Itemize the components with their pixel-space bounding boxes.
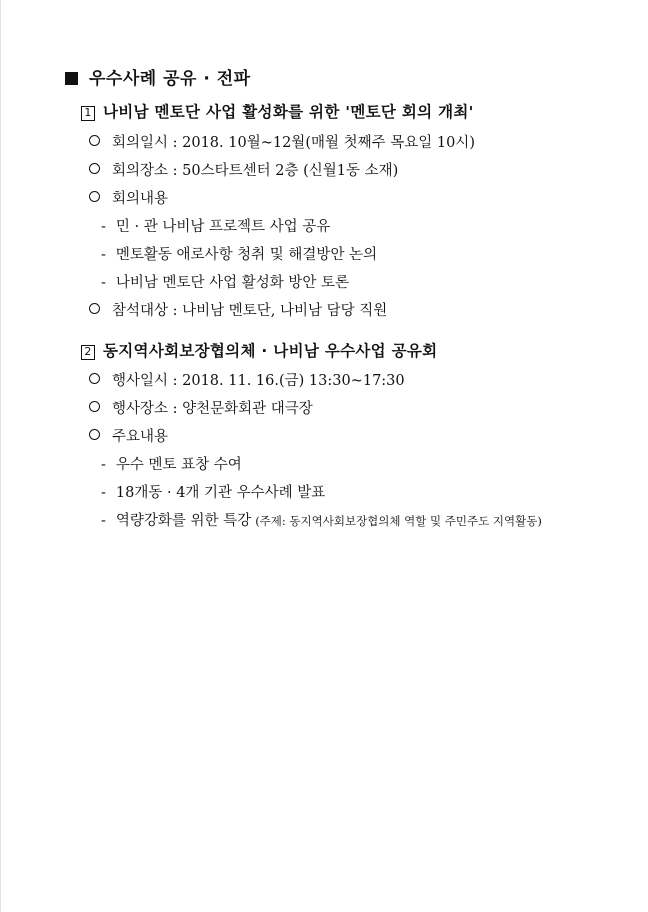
section-1-bullet-content xyxy=(89,188,168,210)
dash-marker: - xyxy=(101,513,106,529)
section-1-bullet-place xyxy=(89,160,398,182)
sub-item-note: (주제: 동지역사회보장협의체 역할 및 주민주도 지역활동) xyxy=(255,514,542,528)
bullet-text: 회의장소 : 50스타트센터 2층 (신월1동 소재) xyxy=(112,163,399,179)
section-2-bullet-place xyxy=(89,398,313,420)
section-2-sub-item xyxy=(101,482,325,504)
main-heading xyxy=(65,68,251,90)
circle-bullet-icon xyxy=(89,135,100,146)
section-2-sub-item xyxy=(101,454,242,476)
section-1-bullet-attendees xyxy=(89,300,387,322)
dash-marker: - xyxy=(101,219,106,235)
circle-bullet-icon xyxy=(89,373,100,384)
sub-item-text: 민 · 관 나비남 프로젝트 사업 공유 xyxy=(115,219,331,235)
section-2-number-box: 2 xyxy=(81,345,95,360)
dash-marker: - xyxy=(101,247,106,263)
dash-marker: - xyxy=(101,485,106,501)
main-heading-text: 우수사례 공유 · 전파 xyxy=(89,69,251,89)
section-1-bullet-date xyxy=(89,132,475,154)
section-2-title xyxy=(81,340,437,362)
sub-item-text: 우수 멘토 표창 수여 xyxy=(115,457,242,473)
bullet-text: 행사일시 : 2018. 11. 16.(금) 13:30~17:30 xyxy=(112,373,405,389)
square-bullet-icon xyxy=(65,72,78,85)
sub-item-text: 18개동 · 4개 기관 우수사례 발표 xyxy=(115,485,326,501)
section-1-title xyxy=(81,101,474,123)
bullet-text: 주요내용 xyxy=(112,429,169,445)
section-2-sub-item xyxy=(101,510,542,532)
section-1-sub-item xyxy=(101,244,377,266)
section-1-sub-item xyxy=(101,216,330,238)
section-2-title-text: 동지역사회보장협의체 · 나비남 우수사업 공유회 xyxy=(103,342,438,360)
section-1-number-box: 1 xyxy=(81,106,95,121)
dash-marker: - xyxy=(101,457,106,473)
circle-bullet-icon xyxy=(89,303,100,314)
section-1-sub-item xyxy=(101,272,349,294)
sub-item-text: 나비남 멘토단 사업 활성화 방안 토론 xyxy=(115,275,350,291)
circle-bullet-icon xyxy=(89,191,100,202)
dash-marker: - xyxy=(101,275,106,291)
section-2-bullet-date xyxy=(89,370,405,392)
circle-bullet-icon xyxy=(89,163,100,174)
bullet-text: 참석대상 : 나비남 멘토단, 나비남 담당 직원 xyxy=(112,303,388,319)
sub-item-text: 멘토활동 애로사항 청취 및 해결방안 논의 xyxy=(115,247,378,263)
circle-bullet-icon xyxy=(89,401,100,412)
section-1-title-text: 나비남 멘토단 사업 활성화를 위한 '멘토단 회의 개최' xyxy=(103,103,474,121)
section-2-bullet-content xyxy=(89,426,168,448)
bullet-text: 행사장소 : 양천문화회관 대극장 xyxy=(112,401,313,417)
circle-bullet-icon xyxy=(89,429,100,440)
bullet-text: 회의일시 : 2018. 10월~12월(매월 첫째주 목요일 10시) xyxy=(112,135,475,151)
bullet-text: 회의내용 xyxy=(112,191,169,207)
sub-item-text: 역량강화를 위한 특강 xyxy=(115,513,252,529)
